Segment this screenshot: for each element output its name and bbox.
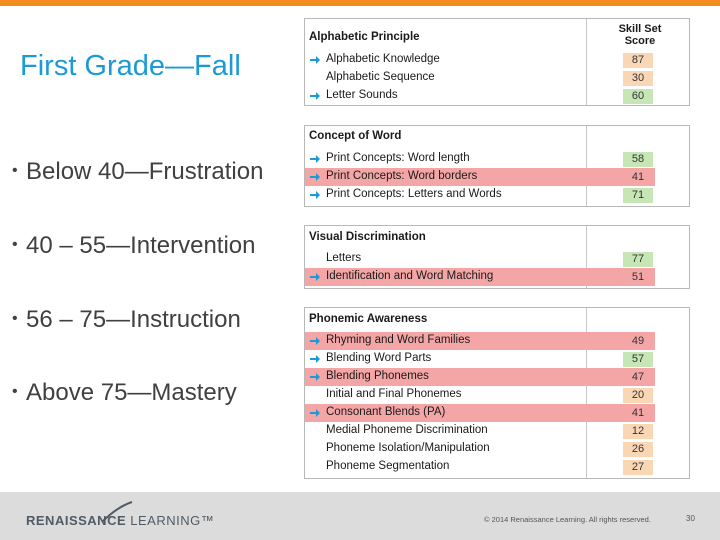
skill-label: Alphabetic Sequence [326, 71, 435, 83]
skill-row [305, 440, 655, 458]
arrow-right-icon [310, 407, 320, 419]
arrow-right-icon [310, 353, 320, 365]
score-column-header: Skill Set Score [618, 23, 662, 47]
logo-bold-text: RENAISSANCE [26, 513, 127, 528]
skill-label: Letters [326, 252, 362, 264]
skill-label: Blending Word Parts [326, 352, 432, 364]
skill-label: Alphabetic Knowledge [326, 53, 440, 65]
section-heading: Concept of Word [309, 130, 402, 142]
skill-score: 51 [631, 271, 645, 283]
skill-row [305, 386, 655, 404]
bullet-text: Below 40—Frustration [26, 158, 264, 185]
skill-row [305, 332, 655, 350]
bullet-dot: • [12, 161, 18, 179]
bullet-frustration [12, 158, 263, 186]
skill-row [305, 404, 655, 422]
bullet-text: 56 – 75—Instruction [26, 306, 241, 333]
skill-score: 27 [623, 460, 653, 475]
bullet-mastery [12, 379, 237, 407]
bullet-dot: • [12, 382, 18, 400]
arrow-right-icon [310, 189, 320, 201]
skill-row [305, 186, 655, 204]
panel-alphabetic-principle [304, 18, 690, 106]
arrow-right-icon [310, 335, 320, 347]
skill-label: Rhyming and Word Families [326, 334, 471, 346]
bullet-dot: • [12, 309, 18, 327]
arrow-right-icon [310, 54, 320, 66]
bullet-intervention [12, 232, 256, 260]
skill-score: 77 [623, 252, 653, 267]
panel-phonemic-awareness [304, 307, 690, 479]
skill-score: 41 [631, 407, 645, 419]
skill-score: 60 [623, 89, 653, 104]
bullet-dot: • [12, 235, 18, 253]
skill-row [305, 51, 655, 69]
renaissance-learning-logo [26, 513, 214, 528]
skill-row [305, 87, 655, 105]
skill-label: Phoneme Isolation/Manipulation [326, 442, 490, 454]
skill-score: 26 [623, 442, 653, 457]
skill-label: Blending Phonemes [326, 370, 429, 382]
skill-row [305, 168, 655, 186]
skill-label: Medial Phoneme Discrimination [326, 424, 488, 436]
panel-visual-discrimination [304, 225, 690, 289]
skill-label: Print Concepts: Word borders [326, 170, 478, 182]
skill-score: 71 [623, 188, 653, 203]
arrow-right-icon [310, 171, 320, 183]
arrow-right-icon [310, 271, 320, 283]
arrow-right-icon [310, 90, 320, 102]
skill-row [305, 350, 655, 368]
section-heading: Phonemic Awareness [309, 313, 428, 325]
top-accent-bar [0, 0, 720, 6]
panel-concept-of-word [304, 125, 690, 207]
skill-row [305, 69, 655, 87]
copyright-text: © 2014 Renaissance Learning. All rights reserved. [484, 515, 651, 524]
skill-score: 30 [623, 71, 653, 86]
page-number: 30 [686, 514, 695, 523]
slide-title: First Grade—Fall [20, 50, 241, 82]
skill-row [305, 250, 655, 268]
skill-label: Phoneme Segmentation [326, 460, 450, 472]
skill-score: 12 [623, 424, 653, 439]
arrow-right-icon [310, 371, 320, 383]
skill-row [305, 422, 655, 440]
skill-row [305, 458, 655, 476]
skill-score: 49 [631, 335, 645, 347]
skill-label: Identification and Word Matching [326, 270, 494, 282]
section-heading: Alphabetic Principle [309, 31, 420, 43]
skill-score: 20 [623, 388, 653, 403]
skill-score: 47 [631, 371, 645, 383]
section-heading: Visual Discrimination [309, 231, 426, 243]
skill-score: 87 [623, 53, 653, 68]
skill-row [305, 368, 655, 386]
skill-label: Print Concepts: Word length [326, 152, 470, 164]
skill-label: Print Concepts: Letters and Words [326, 188, 502, 200]
skill-label: Letter Sounds [326, 89, 398, 101]
bullet-text: 40 – 55—Intervention [26, 232, 256, 259]
skill-score: 58 [623, 152, 653, 167]
bullet-text: Above 75—Mastery [26, 379, 237, 406]
skill-score: 57 [623, 352, 653, 367]
logo-light-text: LEARNING™ [130, 513, 215, 528]
bullet-instruction [12, 306, 241, 334]
skill-label: Consonant Blends (PA) [326, 406, 446, 418]
skill-score: 41 [631, 171, 645, 183]
skill-row [305, 268, 655, 286]
arrow-right-icon [310, 153, 320, 165]
skill-row [305, 150, 655, 168]
skill-label: Initial and Final Phonemes [326, 388, 462, 400]
